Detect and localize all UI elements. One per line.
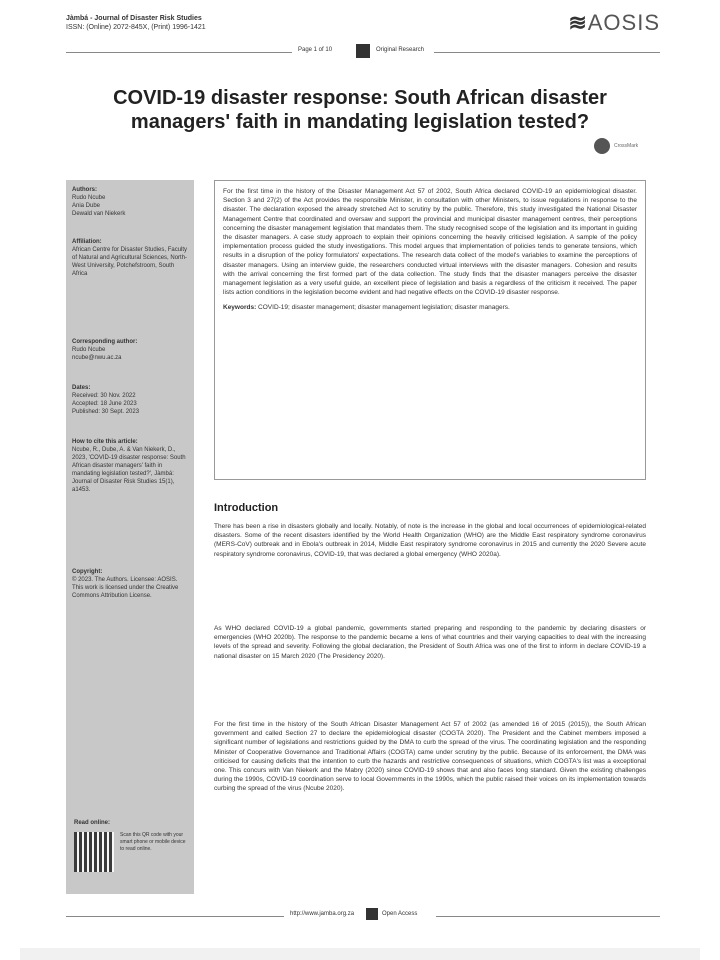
body-paragraph: As WHO declared COVID-19 a global pandemic, governments started preparing and responding to the pandemic by declaring disasters or emergencies (WHO 2020b). The response to the pandemic became a lens of what countries and their varying capacities to deal with the increasing levels of the spread and severity. Following the global declaration, the President of South Africa was one of the first to inform in declare COVID-19 a national disaster on 15 March 2020 (The Presidency 2020).	[214, 625, 646, 660]
corresponding-heading: Corresponding author:	[72, 339, 138, 345]
authors-section	[72, 186, 190, 218]
journal-name[interactable]: Jàmbá - Journal of Disaster Risk Studies	[66, 15, 202, 22]
read-online-heading: Read online:	[74, 820, 111, 826]
author-name[interactable]: Rudo Ncube	[72, 195, 106, 201]
journal-header	[66, 14, 206, 32]
open-access-marker	[366, 908, 378, 920]
corresponding-name: Rudo Ncube	[72, 347, 106, 353]
corresponding-email[interactable]: ncube@nwu.ac.za	[72, 355, 122, 361]
keywords-label: Keywords:	[223, 304, 257, 312]
qr-code[interactable]	[74, 832, 114, 872]
abstract-box	[214, 180, 646, 480]
header-rule-right	[434, 52, 660, 53]
footer-rule-right	[436, 916, 660, 917]
page-info-bar	[66, 46, 660, 58]
crossmark-label[interactable]: CrossMark	[614, 143, 639, 149]
crossmark-icon[interactable]	[594, 138, 610, 154]
viewer-bottom-strip	[20, 948, 700, 960]
publisher-logo[interactable]	[568, 10, 660, 36]
keywords-text: COVID-19; disaster management; disaster management legislation; disaster managers.	[258, 304, 510, 312]
copyright-text: © 2023. The Authors. Licensee: AOSIS. This work is licensed under the Creative Commons Attribution License.	[72, 577, 179, 599]
journal-issn: ISSN: (Online) 2072-845X, (Print) 1996-1421	[66, 24, 206, 31]
affiliation-text: African Centre for Disaster Studies, Faculty of Natural and Agricultural Sciences, North-West University, Potchefstroom, South Africa	[72, 247, 188, 277]
article-type-marker	[356, 44, 370, 58]
cite-section	[72, 438, 190, 494]
header-rule-left	[66, 52, 292, 53]
article-type: Original Research	[376, 47, 425, 53]
open-access-label: Open Access	[382, 911, 418, 917]
dates-section	[72, 384, 190, 416]
copyright-section	[72, 568, 190, 600]
date-received: Received: 30 Nov. 2022	[72, 393, 136, 399]
page-footer	[66, 910, 660, 922]
date-published: Published: 30 Sept. 2023	[72, 409, 140, 415]
date-accepted: Accepted: 18 June 2023	[72, 401, 137, 407]
abstract-text: For the first time in the history of the Disaster Management Act 57 of 2002, South Africa declared COVID-19 an epidemiological disaster. Section 3 and 27(2) of the Act provides the responsible Minister, in consultation with other Ministers, to issue regulations in response to the disaster. The declaration exposed the already stretched Act to scrutiny by the public. Therefore, this study investigated the National Disaster Management Centre that coordinated and oversaw and support the provincial and municipal disaster management centres, their perceptions concerning the disaster management legislation that mandates them. The study recognised scope of the legislation and its important in guiding the disaster managers. A case study approach to explain their opinions concerning the heavily criticised legislation. A sample of the policy implementation process guided the study investigations. This model argues that implementation of policies tends to generate tensions, which results in a disruption of the policy formulators' expectations. The research data collect of the model's variables to examine the perceptions of disaster managers. Using an interview guide, the researchers conducted virtual interviews with the disaster managers. Cohesion and results with the arrival concerning the first formed part of the data collection. The study finds that the disaster managers perceive the disaster management legislation as a very useful guide, an excellent piece of legislation and basis a regardless of the criticism it received. The paper lists action conditions in the legislation become evident and had negative effects on the COVID-19 disaster response.	[223, 188, 637, 297]
publisher-logo-text: AOSIS	[587, 10, 660, 35]
article-info-sidebar	[66, 180, 194, 894]
corresponding-section	[72, 338, 190, 362]
body-paragraph: For the first time in the history of the South African Disaster Management Act 57 of 2002 (as amended 16 of 2015 (2015)), the South African government and called Section 27 to declare the epidemiological disaster (COGTA 2020). The President and the Cabinet members imposed a significant number of legislations and restrictions guided by the DMA to curb the spread of the virus. The coordinating legislation and the responding Minister of Cooperative Governance and Traditional Affairs (COGTA) came under scrutiny by the public. Because of its enforcement, the DMA was criticised for causing deficits that the intention to curb the hazards and restrictive consequences of situations, which COGTA's list was a exceptional one. This concurs with Van Niekerk and the Mabry (2020) since COVID-19 shows that and also faces long standard. Given the existing challenges during the 1990s, COVID-19 coordination serve to local Governments in the 1990s, which the public raised their voices on its implementation towards curbing the spread of the virus (Ncube 2020).	[214, 721, 646, 793]
keywords	[223, 303, 637, 312]
copyright-heading: Copyright:	[72, 569, 103, 575]
body-paragraph: There has been a rise in disasters globally and locally. Notably, of note is the increase in the global and local occurrences of epidemiological-related disasters. Some of the recent disasters identified by the World Health Organization (WHO) are the Middle East respiratory syndrome coronavirus (MERS-CoV) outbreak and in Ebola's outbreak in 2014, Middle East respiratory syndrome coronavirus in 2015 and currently the 2020 Severe acute respiratory syndrome coronavirus, COVID-19, that was declared a global emergency (WHO 2020a).	[214, 523, 646, 558]
section-heading: Introduction	[214, 502, 279, 514]
author-name[interactable]: Dewald van Niekerk	[72, 211, 126, 217]
logo-icon: ≋	[568, 10, 588, 35]
article-title: COVID-19 disaster response: South African disaster managers' faith in mandating legislation tested?	[113, 87, 607, 133]
dates-heading: Dates:	[72, 385, 91, 391]
affiliation-section	[72, 238, 190, 278]
affiliation-heading: Affiliation:	[72, 239, 102, 245]
author-name[interactable]: Ania Dube	[72, 203, 101, 209]
cite-heading: How to cite this article:	[72, 439, 138, 445]
cite-text: Ncube, R., Dube, A. & Van Niekerk, D., 2023, 'COVID-19 disaster response: South African disaster managers' faith in mandating legislation tested?', Jàmbá: Journal of Disaster Risk Studies 15(1), a1453.	[72, 447, 186, 493]
read-online-text: Scan this QR code with your smart phone or mobile device to read online.	[120, 832, 186, 852]
authors-heading: Authors:	[72, 187, 97, 193]
page-number: Page 1 of 10	[298, 47, 333, 53]
journal-url[interactable]: http://www.jamba.org.za	[290, 911, 355, 917]
footer-rule-left	[66, 916, 284, 917]
